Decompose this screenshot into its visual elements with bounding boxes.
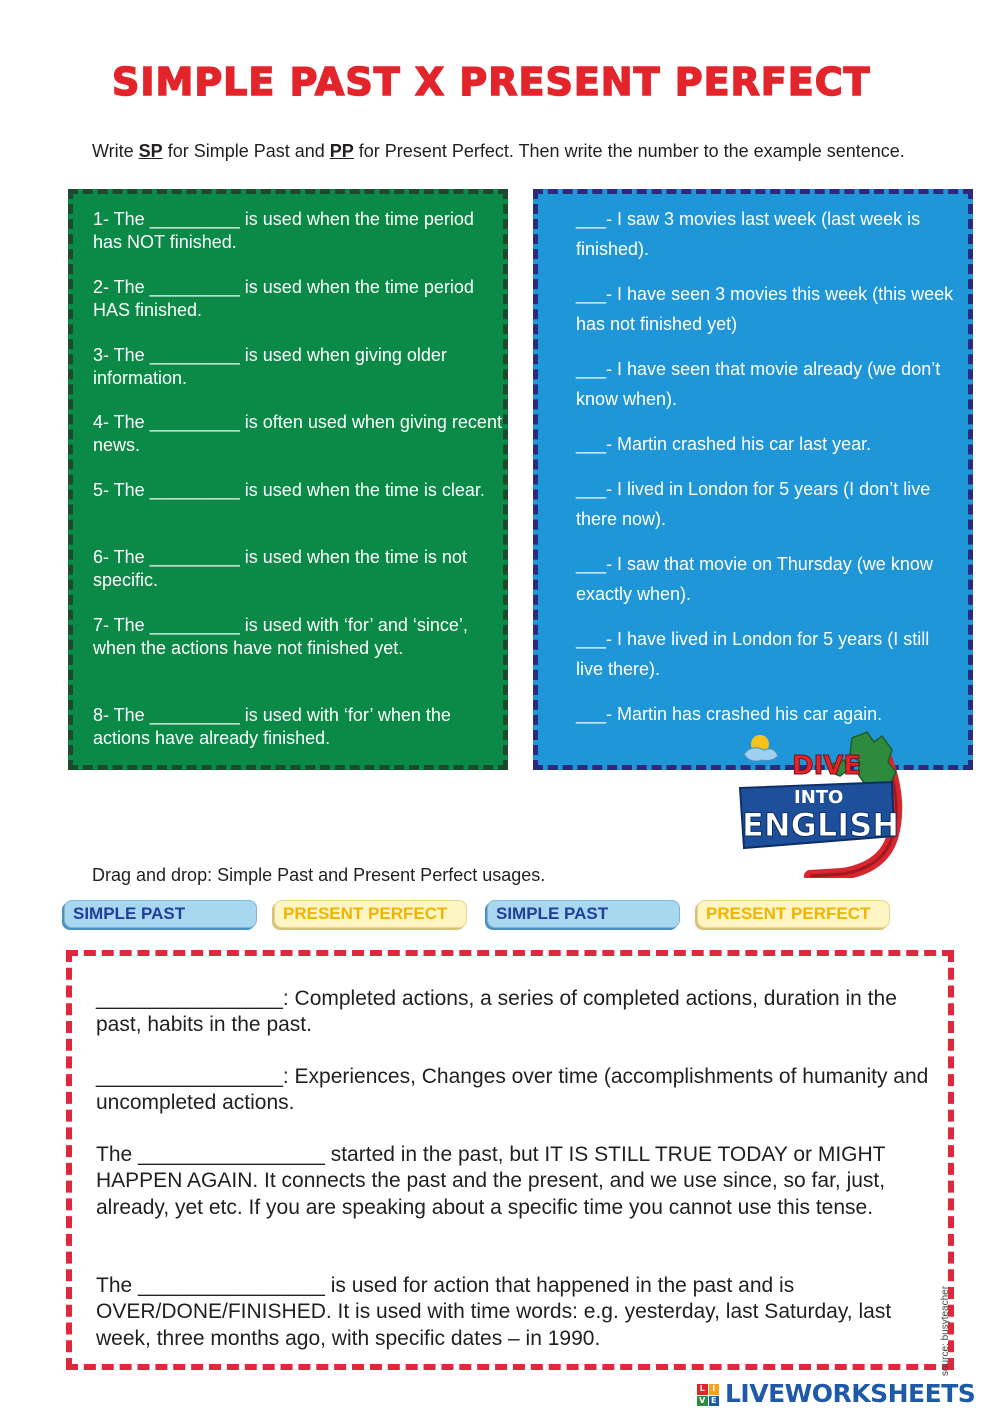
dive-into-english-logo xyxy=(732,728,904,878)
chip-simple-past-1[interactable]: SIMPLE PAST xyxy=(64,900,257,928)
page-title: SIMPLE PAST X PRESENT PERFECT xyxy=(112,60,871,104)
usage-4: The ________________ is used for action that happened in the past and is OVER/DONE/FINISHED. It is used with time words: e.g. yesterday, last Saturday, last week, three months ago, with specific dates – in 1990. xyxy=(96,1274,892,1350)
example-6: ___- I saw that movie on Thursday (we know exactly when). xyxy=(576,554,933,604)
rule-1: 1- The _________ is used when the time period has NOT finished. xyxy=(93,209,474,252)
svg-text:ENGLISH: ENGLISH xyxy=(742,806,900,844)
example-1: ___- I saw 3 movies last week (last week is finished). xyxy=(576,209,921,259)
example-7: ___- I have lived in London for 5 years (I still live there). xyxy=(576,629,930,679)
example-4: ___- Martin crashed his car last year. xyxy=(576,434,872,454)
example-8: ___- Martin has crashed his car again. xyxy=(576,704,883,724)
rule-6: 6- The _________ is used when the time is not specific. xyxy=(93,547,467,590)
rules-panel xyxy=(68,189,508,770)
chip-present-perfect-1[interactable]: PRESENT PERFECT xyxy=(274,900,467,928)
drag-instruction: Drag and drop: Simple Past and Present Perfect usages. xyxy=(92,865,546,885)
example-3: ___- I have seen that movie already (we don’t know when). xyxy=(576,359,941,409)
example-2: ___- I have seen 3 movies this week (this week has not finished yet) xyxy=(576,284,954,334)
liveworksheets-grid-icon: L I V E xyxy=(697,1384,719,1406)
chip-present-perfect-2[interactable]: PRESENT PERFECT xyxy=(697,900,890,928)
examples-panel xyxy=(533,189,973,770)
rule-7: 7- The _________ is used with ‘for’ and ‘since’, when the actions have not finished yet. xyxy=(93,615,468,658)
usages-panel xyxy=(66,950,954,1370)
liveworksheets-logo xyxy=(697,1379,997,1409)
rule-8: 8- The _________ is used with ‘for’ when the actions have already finished. xyxy=(93,705,451,748)
chip-simple-past-2[interactable]: SIMPLE PAST xyxy=(487,900,680,928)
svg-text:DIVE: DIVE xyxy=(792,751,862,781)
svg-text:INTO: INTO xyxy=(794,787,844,808)
usage-2: ________________: Experiences, Changes over time (accomplishments of humanity and uncompleted actions. xyxy=(96,1065,929,1115)
rule-3: 3- The _________ is used when giving older information. xyxy=(93,345,447,388)
rule-5: 5- The _________ is used when the time is clear. xyxy=(93,480,485,500)
source-credit: source: busyteacher xyxy=(940,1285,951,1376)
rule-4: 4- The _________ is often used when giving recent news. xyxy=(93,412,502,455)
usage-1: ________________: Completed actions, a series of completed actions, duration in the past, habits in the past. xyxy=(96,987,897,1037)
liveworksheets-name: LIVEWORKSHEETS xyxy=(725,1379,976,1408)
rule-2: 2- The _________ is used when the time period HAS finished. xyxy=(93,277,474,320)
example-5: ___- I lived in London for 5 years (I don’t live there now). xyxy=(576,479,931,529)
instructions: Write SP for Simple Past and PP for Present Perfect. Then write the number to the example sentence. xyxy=(92,141,905,161)
usage-3: The ________________ started in the past, but IT IS STILL TRUE TODAY or MIGHT HAPPEN AGAIN. It connects the past and the present, and we use since, so far, just, already, yet etc. If you are speaking about a specific time you cannot use this tense. xyxy=(96,1143,886,1219)
